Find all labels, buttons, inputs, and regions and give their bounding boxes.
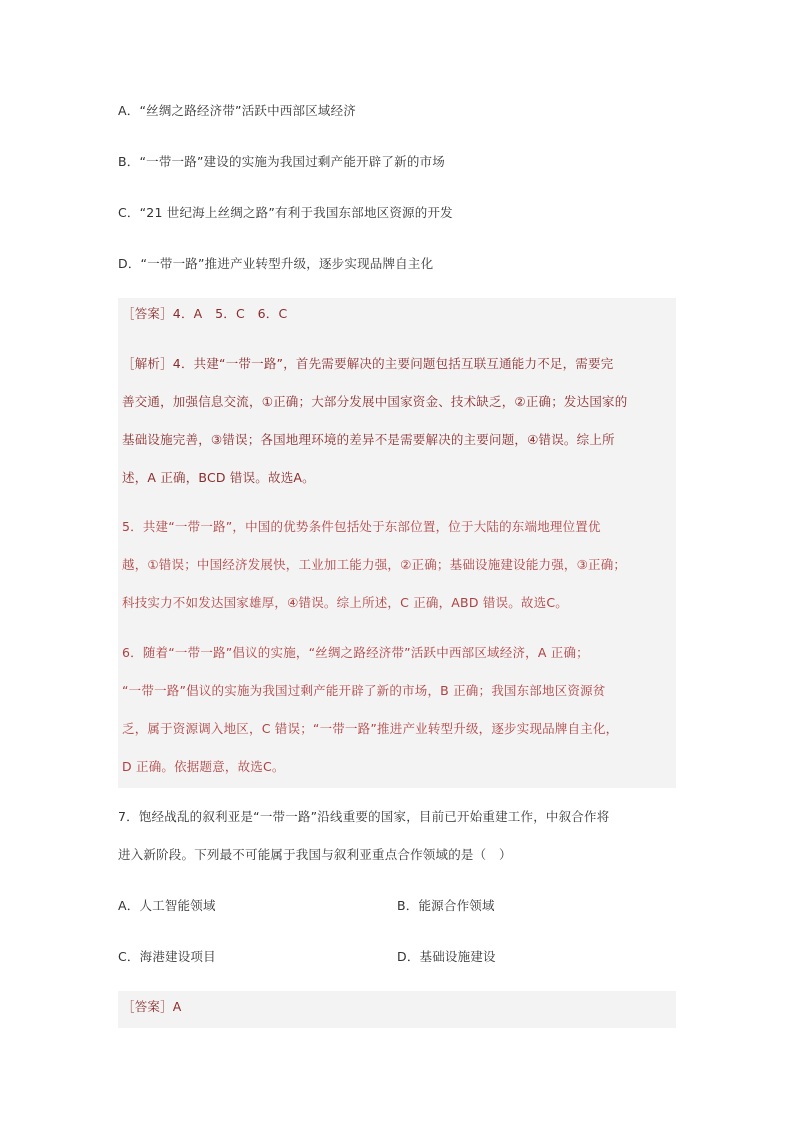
question-7-stem-line-1: 7．饱经战乱的叙利亚是“一带一路”沿线重要的国家，目前已开始重建工作，中叙合作将 [118,809,610,824]
analysis-5-line-2: 越，①错误；中国经济发展快，工业加工能力强，②正确；基础设施建设能力强，③正确； [122,557,627,572]
question-7-option-c: C．海港建设项目 [118,949,216,964]
option-a: A．“丝绸之路经济带”活跃中西部区域经济 [118,103,357,118]
question-7-option-d: D．基础设施建设 [397,949,496,964]
answer-line: ［答案］4．A 5．C 6．C [122,306,288,321]
analysis-5-line-1: 5．共建“一带一路”，中国的优势条件包括处于东部位置，位于大陆的东端地理位置优 [122,519,601,534]
question-7-option-a: A．人工智能领域 [118,898,216,913]
answer-2-line: ［答案］A [122,999,182,1014]
analysis-4-line-1: ［解析］4．共建“一带一路”，首先需要解决的主要问题包括互联互通能力不足，需要完 [122,356,614,371]
option-d: D．“一带一路”推进产业转型升级，逐步实现品牌自主化 [118,256,434,271]
analysis-6-line-4: D 正确。依据题意，故选C。 [122,759,285,774]
answer-analysis-block [118,298,676,788]
analysis-4-line-3: 基础设施完善，③错误；各国地理环境的差异不是需要解决的主要问题，④错误。综上所 [122,432,615,447]
analysis-4-line-4: 述，A 正确，BCD 错误。故选A。 [122,470,315,485]
option-b: B．“一带一路”建设的实施为我国过剩产能开辟了新的市场 [118,154,445,169]
answer-block-2 [118,991,676,1028]
analysis-6-line-3: 乏，属于资源调入地区，C 错误；“一带一路”推进产业转型升级，逐步实现品牌自主化， [122,721,619,736]
option-c: C．“21 世纪海上丝绸之路”有利于我国东部地区资源的开发 [118,205,453,220]
question-7-stem-line-2: 进入新阶段。下列最不可能属于我国与叙利亚重点合作领域的是（ ） [118,847,512,862]
analysis-4-line-2: 善交通，加强信息交流，①正确；大部分发展中国家资金、技术缺乏，②正确；发达国家的 [122,394,628,409]
analysis-5-line-3: 科技实力不如发达国家雄厚，④错误。综上所述，C 正确，ABD 错误。故选C。 [122,595,568,610]
analysis-6-line-1: 6．随着“一带一路”倡议的实施，“丝绸之路经济带”活跃中西部区域经济，A 正确； [122,645,589,660]
analysis-6-line-2: “一带一路”倡议的实施为我国过剩产能开辟了新的市场，B 正确；我国东部地区资源贫 [122,683,606,698]
question-7-option-b: B．能源合作领域 [397,898,495,913]
